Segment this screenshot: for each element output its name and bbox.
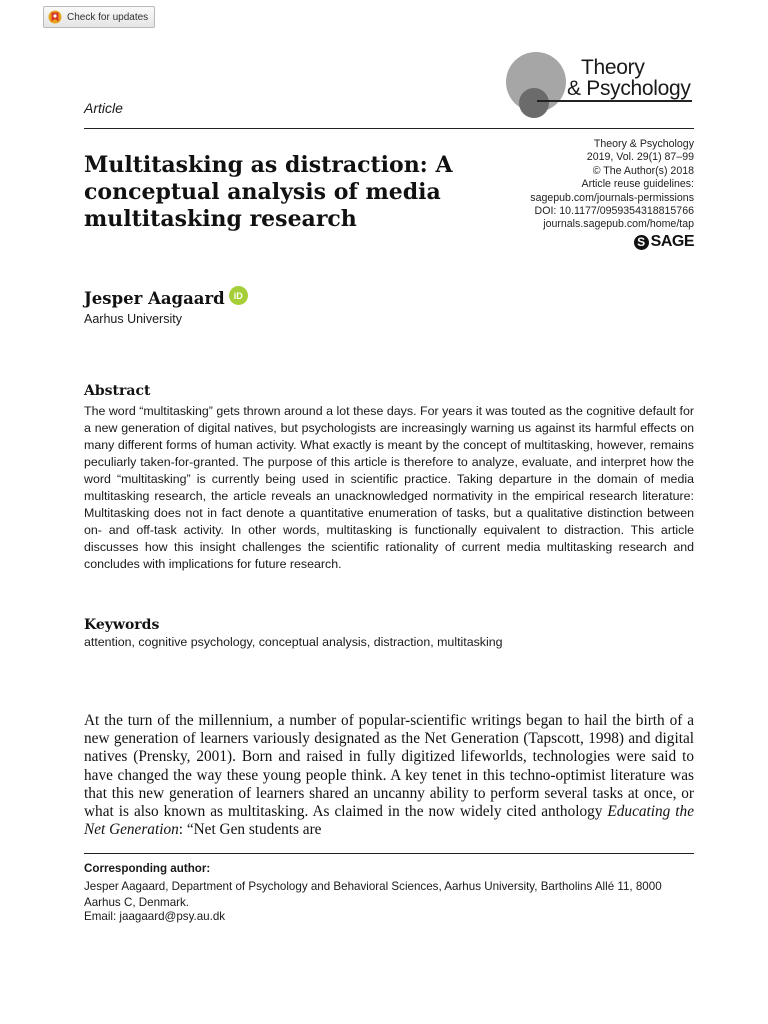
pubinfo-doi[interactable]: DOI: 10.1177/0959354318815766 — [534, 205, 694, 218]
sage-icon: S — [634, 235, 649, 250]
pubinfo-reuse-label: Article reuse guidelines: — [581, 178, 694, 191]
article-title: Multitasking as distraction: A conceptual analysis of media multitasking research — [84, 152, 453, 232]
orcid-icon[interactable]: iD — [229, 286, 248, 305]
body-italic-title: Educating the Net Generation — [84, 803, 694, 839]
pubinfo-copyright: © The Author(s) 2018 — [592, 164, 694, 177]
author-name: Jesper Aagaard — [84, 289, 225, 308]
crossmark-icon — [48, 10, 62, 24]
keywords-list: attention, cognitive psychology, conceptual analysis, distraction, multitasking — [84, 635, 503, 649]
body-paragraph — [84, 712, 694, 839]
pubinfo-volume: 2019, Vol. 29(1) 87–99 — [586, 151, 694, 164]
corresponding-author-address: Jesper Aagaard, Department of Psychology and Behavioral Sciences, Aarhus University, Bartholins Allé 11, 8000 Aarhus C, Denmark. — [84, 880, 662, 909]
abstract-heading: Abstract — [84, 383, 151, 399]
keywords-heading: Keywords — [84, 617, 160, 633]
journal-logo-line2: & Psychology — [567, 77, 691, 100]
check-for-updates-button[interactable] — [43, 6, 155, 28]
journal-logo-line1: Theory — [581, 56, 645, 79]
author-line — [84, 289, 248, 308]
author-affiliation: Aarhus University — [84, 312, 182, 326]
footnote-divider — [84, 853, 694, 854]
pubinfo-journal-link[interactable]: journals.sagepub.com/home/tap — [543, 218, 694, 231]
sage-wordmark: SAGE — [650, 233, 694, 250]
corresponding-author-heading: Corresponding author: — [84, 862, 211, 875]
header-divider — [84, 128, 694, 129]
corresponding-author-email[interactable]: Email: jaagaard@psy.au.dk — [84, 910, 226, 923]
article-type-label: Article — [84, 100, 123, 116]
body-text-end: : “Net Gen students are — [178, 821, 322, 839]
sage-logo — [634, 233, 694, 251]
journal-logo — [505, 52, 705, 118]
check-for-updates-label: Check for updates — [67, 11, 149, 23]
pubinfo-permissions-link[interactable]: sagepub.com/journals-permissions — [530, 191, 694, 204]
pubinfo-journal: Theory & Psychology — [593, 138, 694, 150]
abstract-text: The word “multitasking” gets thrown around a lot these days. For years it was touted as the cognitive default for a new generation of digital natives, but psychologists are increasingly warning us against its harmful effects on many different forms of human activity. What exactly is meant by the concept of multitasking, however, remains peculiarly taken-for-granted. The purpose of this article is therefore to analyze, evaluate, and interpret how the word “multitasking” is currently being used in scientific practice. Taking departure in the domain of media multitasking research, the article reveals an unacknowledged normativity in the empirical research literature: Multitasking does not in fact denote a quantitative enumeration of tasks, but a qualitative distinction between on- and off-task activity. In other words, multitasking is functionally equivalent to distraction. This article discusses how this insight challenges the scientific rationality of current media multitasking research and concludes with implications for future research. — [84, 404, 694, 571]
logo-circle-small — [519, 88, 549, 118]
publication-info — [530, 138, 694, 232]
body-text-start: At the turn of the millennium, a number of popular-scientific writings began to hail the birth of a new generation of learners variously designated as the Net Generation (Tapscott, 1998) and digital natives (Prensky, 2001). Born and raised in fully digitized lifeworlds, technologies were said to have changed the way these young people think. A key tenet in this techno-optimist literature was that this new generation of learners shared an uncanny ability to perform several tasks at once, or what is also known as multitasking. As claimed in the now widely cited anthology — [84, 712, 694, 821]
